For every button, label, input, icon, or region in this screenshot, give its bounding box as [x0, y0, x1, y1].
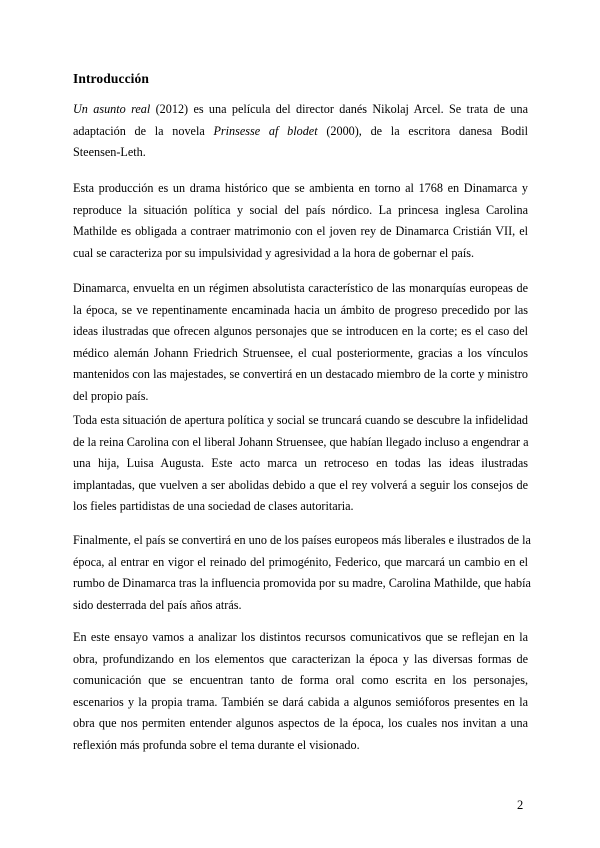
paragraph-line	[73, 321, 528, 343]
paragraph-line	[73, 552, 528, 574]
paragraph-line	[73, 99, 528, 121]
paragraph-line	[73, 121, 528, 143]
text-run: la época, se ve repentinamente encaminada hacia un ámbito de progreso precedido por las	[73, 302, 528, 317]
text-run: reflexión más profunda sobre el tema durante el visionado.	[73, 737, 360, 752]
text-run: Esta producción es un drama histórico que se ambienta en torno al 1768 en Dinamarca y	[73, 181, 528, 195]
paragraph	[73, 627, 528, 756]
text-run: obra que nos permiten entender algunos aspectos de la época, los cuales nos invitan a una	[73, 716, 528, 730]
text-run: una hija, Luisa Augusta. Este acto marca un retroceso en todas las ideas ilustradas	[73, 456, 528, 470]
section-heading: Introducción	[73, 71, 149, 86]
text-run: los fieles partidistas de una sociedad de clases autoritaria.	[73, 499, 354, 513]
paragraph	[73, 530, 531, 616]
paragraph-line	[73, 670, 528, 692]
text-run: médico alemán Johann Friedrich Struensee, el cual posteriormente, gracias a los vínculos	[73, 345, 528, 360]
italic-title: Un asunto real	[73, 102, 151, 116]
paragraph-line	[73, 221, 528, 243]
text-run: Finalmente, el país se convertirá en uno de los países europeos más liberales e ilustrados de la	[73, 533, 531, 547]
paragraph-line	[73, 713, 528, 735]
text-run: mantenidos con las majestades, se convertirá en un destacado miembro de la corte y ministro	[73, 367, 528, 381]
text-run: Toda esta situación de apertura política y social se truncará cuando se descubre la infidelidad	[73, 413, 528, 427]
paragraph-line	[73, 735, 528, 757]
text-run: escenarios y la propia trama. También se dará cabida a algunos semióforos presentes en la	[73, 694, 528, 709]
paragraph-line	[73, 278, 528, 300]
paragraph-line	[73, 595, 528, 617]
paragraph-line	[73, 649, 528, 671]
paragraph	[73, 278, 528, 407]
paragraph-line	[73, 200, 528, 222]
paragraph	[73, 410, 528, 518]
paragraph-line	[73, 573, 531, 595]
text-run: Steensen-Leth.	[73, 145, 146, 159]
text-run: reproduce la situación política y social del país nórdico. La princesa inglesa Carolina	[73, 202, 528, 217]
page-number: 2	[517, 798, 524, 812]
text-run: cual se caracteriza por su impulsividad y agresividad a la hora de gobernar el país.	[73, 245, 475, 260]
paragraph-line	[73, 343, 528, 365]
text-run: En este ensayo vamos a analizar los distintos recursos comunicativos que se reflejan en la	[73, 630, 528, 644]
paragraph-line	[73, 627, 528, 649]
text-run: Mathilde es obligada a contraer matrimonio con el joven rey de Dinamarca Cristián VII, el	[73, 224, 528, 238]
text-run: obra, profundizando en los elementos que caracterizan la época y las diversas formas de	[73, 651, 528, 666]
paragraph-line	[73, 692, 528, 714]
paragraph-line	[73, 142, 528, 164]
text-run: (2000), de la escritora danesa Bodil	[317, 123, 528, 138]
paragraph-line	[73, 475, 528, 497]
text-run: ideas ilustradas que ofrecen algunos personajes que se introducen en la corte; es el caso del	[73, 324, 528, 338]
paragraph-line	[73, 386, 528, 408]
paragraph-line	[73, 432, 528, 454]
text-run: de la reina Carolina con el liberal Johann Struensee, que habían llegado incluso a engendrar a	[73, 434, 529, 449]
paragraph-line	[73, 530, 531, 552]
text-run: rumbo de Dinamarca tras la influencia promovida por su madre, Carolina Mathilde, que había	[73, 576, 531, 590]
paragraph-line	[73, 243, 528, 265]
paragraph-line	[73, 178, 528, 200]
paragraph-line	[73, 410, 528, 432]
paragraph	[73, 178, 528, 264]
text-run: (2012) es una película del director danés Nikolaj Arcel. Se trata de una	[150, 102, 528, 116]
text-run: época, al entrar en vigor el reinado del primogénito, Federico, que marcará un cambio en el	[73, 554, 528, 569]
italic-title: Prinsesse af blodet	[213, 123, 318, 138]
paragraph-line	[73, 364, 528, 386]
text-run: comunicación que se encuentran tanto de forma oral como escrita en los personajes,	[73, 673, 528, 687]
paragraph-line	[73, 496, 528, 518]
text-run: sido desterrada del país años atrás.	[73, 597, 242, 612]
text-run: Dinamarca, envuelta en un régimen absolutista característico de las monarquías europeas de	[73, 281, 528, 295]
paragraph	[73, 99, 528, 164]
paragraph-line	[73, 300, 528, 322]
text-run: implantadas, que vuelven a ser abolidas debido a que el rey volverá a seguir los consejos de	[73, 477, 528, 492]
text-run: adaptación de la novela	[73, 123, 214, 138]
text-run: del propio país.	[73, 388, 149, 403]
paragraph-line	[73, 453, 528, 475]
